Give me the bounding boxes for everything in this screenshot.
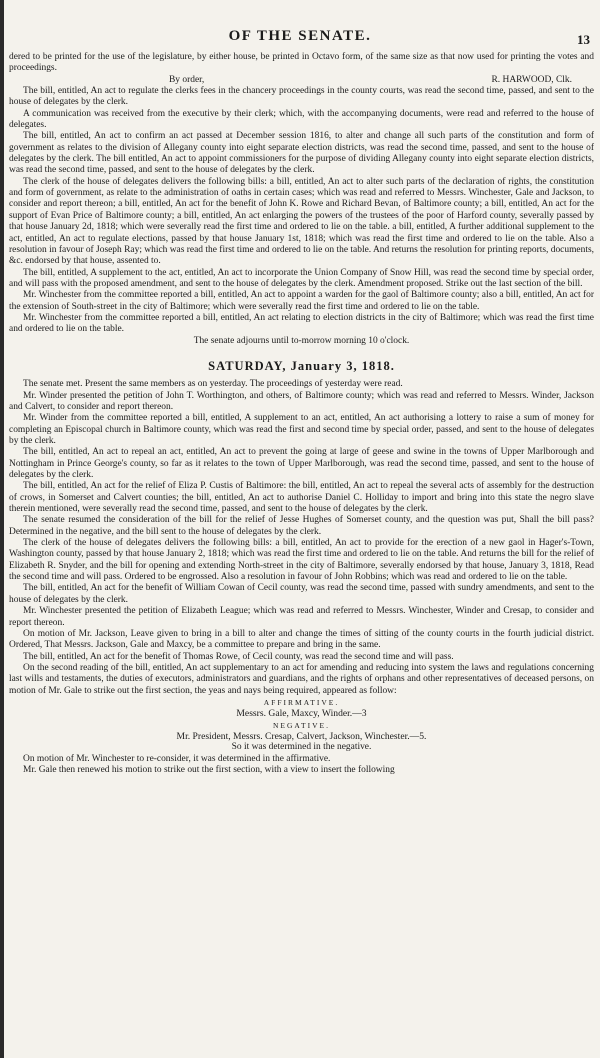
adjournment-note: The senate adjourns until to-morrow morning 10 o'clock. [193, 335, 410, 346]
paragraph: The bill, entitled, An act for the benefit of William Cowan of Cecil county, was read the second time, passed with sundry amendments, and sent to the house of delegates by the clerk. [9, 583, 594, 605]
paragraph: The senate resumed the consideration of the bill for the relief of Jesse Hughes of Somerset county, and the question was put, Shall the bill pass? Determined in the negative, and the bill sent to the house of delegates by the clerk. [9, 515, 594, 537]
paragraph: The clerk of the house of delegates delivers the following bills: a bill, entitled, An act to provide for the erection of a new gaol in Hager's-Town, Washington county, passed by that house January 2, 1818; which was read the first time and ordered to lie on the table. And returns the bill for the relief of Elizabeth R. Snyder, and the bill for opening and extending North-street in the city of Baltimore, severally endorsed by that house, January 3, 1818, Read the second time and will pass. Ordered to be engrossed. Also a resolution in favour of John Robbins; which was read and ordered to lie on the table. [9, 538, 594, 583]
negative-label: NEGATIVE. [273, 720, 330, 730]
page-header [0, 0, 600, 47]
signature-by-order: By order, [169, 74, 205, 85]
affirmative-label: AFFIRMATIVE. [263, 697, 340, 707]
paragraph: Mr. Winchester from the committee reported a bill, entitled, An act relating to election districts in the city of Baltimore; which was read the first time and ordered to lie on the table. [9, 312, 594, 335]
paragraph: On the second reading of the bill, entitled, An act supplementary to an act for amending and reducing into system the laws and regulations concerning last wills and testaments, the duties of executors, administrators and guardians, and the rights of orphans and other representatives of deceased persons, on motion of Mr. Gale to strike out the first section, the yeas and nays being required, appeared as follow: [9, 662, 594, 696]
paragraph: The clerk of the house of delegates delivers the following bills: a bill, entitled, An act to alter such parts of the declaration of rights, the constitution and form of government, as relate to the administration of oaths in certain cases; which was read and referred to Messrs. Winchester, Gale and Jackson, to consider and report thereon; a bill, entitled, An act for the benefit of John K. Rowe and Richard Bevan, of Baltimore county; a bill, entitled, An act for the support of Evan Price of Baltimore county; a bill, entitled, An act enlarging the powers of the trustees of the poor of Harford county, severally passed by that house January 2d, 1818; which were severally read the first time and ordered to lie on the table. a bill, entitled, A further additional supplement to the act, entitled, An act to regulate elections, passed by that house January 1st, 1818; which was read the first time and ordered to lie on the table. Also a resolution in favour of Joseph Ray; which was read the first time and ordered to lie on the table. And returns the resolution for printing reports, documents, &c. endorsed by that house, assented to. [9, 176, 594, 267]
paragraph: Mr. Winder presented the petition of John T. Worthington, and others, of Baltimore county; which was read and referred to Messrs. Winder, Jackson and Calvert, to consider and report thereon. [9, 390, 594, 412]
paragraph: dered to be printed for the use of the legislature, by either house, be printed in Octavo form, of the same size as that now used for printing the votes and proceedings. [9, 52, 594, 74]
date-heading: SATURDAY, January 3, 1818. [208, 358, 395, 373]
page-number: 13 [577, 32, 590, 47]
paragraph: The bill, entitled, An act for the relief of Eliza P. Custis of Baltimore: the bill, entitled, An act to repeal the several acts of assembly for the destruction of crows, in Somerset and Calvert counties; the bill, entitled, An act to authorise Daniel C. Holliday to import and bring into this state the negro slave therein mentioned, were severally read the second time, passed, and sent to the house of delegates by the clerk. [9, 481, 594, 515]
paragraph: Mr. Gale then renewed his motion to strike out the first section, with a view to insert the following [23, 764, 395, 775]
negative-names: Mr. President, Messrs. Cresap, Calvert, Jackson, Winchester.—5. [176, 730, 427, 742]
page-title: OF THE SENATE. [228, 28, 372, 44]
page-body [9, 52, 594, 776]
paragraph: The bill, entitled, An act to repeal an act, entitled, An act to prevent the going at large of geese and swine in the towns of Upper Marlborough and Nottingham in Prince George's county, so far as it relates to the town of Upper Marlborough, was read the second time, passed, and sent to the house of delegates by the clerk. [9, 447, 594, 481]
paragraph: The bill, entitled, An act to confirm an act passed at December session 1816, to alter and change all such parts of the constitution and form of government as relates to the division of Allegany county into eight separate election districts, was read the second time, passed, and sent to the house of delegates by the clerk. The bill entitled, An act to appoint commissioners for the purpose of dividing Allegany county into eight separate election districts, was read the second time, passed, and sent to the house of delegates by the clerk. [9, 131, 594, 176]
paragraph: The bill, entitled, An act for the benefit of Thomas Rowe, of Cecil county, was read the second time and will pass. [23, 651, 454, 662]
signature-clerk: R. HARWOOD, Clk. [491, 74, 572, 85]
signature-line [9, 75, 594, 86]
paragraph: Mr. Winchester from the committee reported a bill, entitled, An act to appoint a warden for the gaol of Baltimore county; also a bill, entitled, An act for the extension of South-street in the city of Baltimore; which were severally read the first time and ordered to lie on the table. [9, 290, 594, 312]
paragraph: Mr. Winder from the committee reported a bill, entitled, A supplement to an act, entitled, An act authorising a lottery to raise a sum of money for completing an Episcopal church in Baltimore county, which was read the first and second time by special order, passed, and sent to the house of delegates by the clerk. [9, 413, 594, 446]
paragraph: On motion of Mr. Winchester to re-consider, it was determined in the affirmative. [23, 753, 331, 764]
paragraph: On motion of Mr. Jackson, Leave given to bring in a bill to alter and change the times of sitting of the county courts in the fourth judicial district. Ordered, That Messrs. Jackson, Gale and Maxcy, be a committee to prepare and bring in the same. [9, 628, 594, 651]
paragraph: A communication was received from the executive by their clerk; which, with the accompanying documents, were read and referred to the house of delegates. [9, 108, 594, 131]
paragraph: The bill, entitled, An act to regulate the clerks fees in the chancery proceedings in the county courts, was read the second time, passed, and sent to the house of delegates by the clerk. [9, 86, 594, 108]
affirmative-names: Messrs. Gale, Maxcy, Winder.—3 [236, 708, 367, 720]
paragraph: The bill, entitled, A supplement to the act, entitled, An act to incorporate the Union Company of Snow Hill, was read the second time by special order, and will pass with the proposed amendment, and sent to the house of delegates by the clerk. Amendment proposed. Strike out the last section of the bill. [9, 267, 594, 289]
paragraph: Mr. Winchester presented the petition of Elizabeth League; which was read and referred to Messrs. Winchester, Winder and Cresap, to consider and report thereon. [9, 606, 594, 628]
binding-edge [0, 0, 4, 1058]
determination-note: So it was determined in the negative. [231, 742, 372, 753]
paragraph: The senate met. Present the same members as on yesterday. The proceedings of yesterday were read. [23, 379, 403, 390]
